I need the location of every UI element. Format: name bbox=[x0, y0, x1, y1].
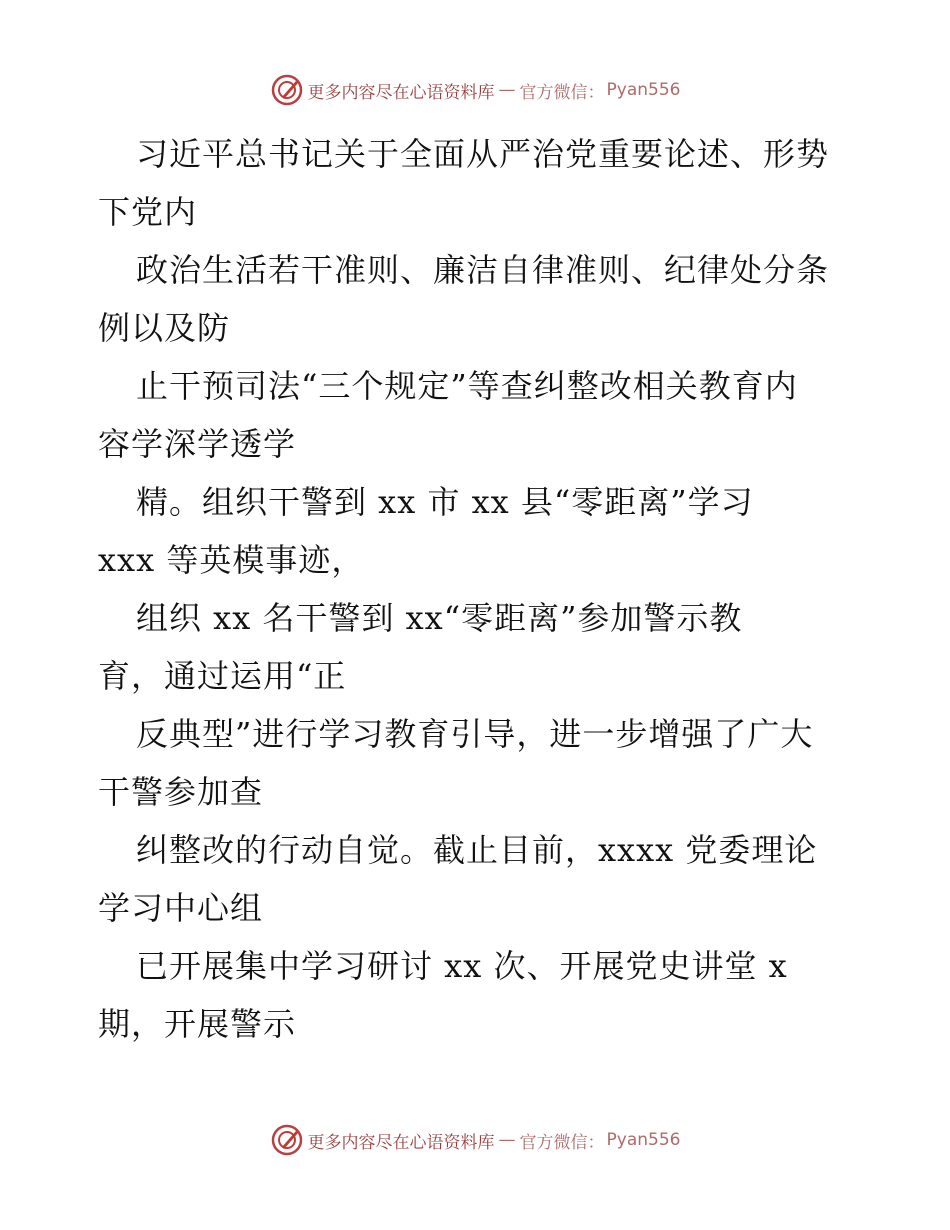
watermark-separator: — bbox=[498, 80, 516, 100]
text-line: 组织 xx 名干警到 xx“零距离”参加警示教 bbox=[136, 599, 743, 637]
document-body bbox=[98, 125, 858, 1053]
text-line: 政治生活若干准则、廉洁自律准则、纪律处分条 bbox=[136, 251, 830, 289]
text-line: 纠整改的行动自觉。截止目前，xxxx 党委理论 bbox=[136, 831, 818, 869]
text-line: 下党内 bbox=[98, 193, 198, 231]
watermark-separator: — bbox=[498, 1130, 516, 1150]
watermark-wechat-id: Pyan556 bbox=[606, 1130, 681, 1150]
header-watermark bbox=[0, 70, 950, 110]
text-line: 容学深学透学 bbox=[98, 425, 297, 463]
watermark-main-text: 更多内容尽在心语资料库 bbox=[307, 1132, 495, 1153]
text-line: 习近平总书记关于全面从严治党重要论述、形势 bbox=[136, 135, 830, 173]
watermark-wechat-label: 官方微信： bbox=[519, 82, 605, 103]
watermark-wechat-label: 官方微信： bbox=[519, 1132, 605, 1153]
pen-logo-icon bbox=[270, 73, 304, 107]
text-line: 干警参加查 bbox=[98, 773, 264, 811]
text-line: 学习中心组 bbox=[98, 889, 264, 927]
text-line: 期，开展警示 bbox=[98, 1005, 297, 1043]
text-line: 已开展集中学习研讨 xx 次、开展党史讲堂 x bbox=[136, 947, 788, 985]
text-line: 反典型”进行学习教育引导，进一步增强了广大 bbox=[136, 715, 814, 753]
text-line: 例以及防 bbox=[98, 309, 231, 347]
footer-watermark bbox=[0, 1120, 950, 1160]
text-line: 精。组织干警到 xx 市 xx 县“零距离”学习 bbox=[136, 483, 754, 521]
text-line: 止干预司法“三个规定”等查纠整改相关教育内 bbox=[136, 367, 798, 405]
watermark-main-text: 更多内容尽在心语资料库 bbox=[307, 82, 495, 103]
watermark-wechat-id: Pyan556 bbox=[606, 80, 681, 100]
pen-logo-icon bbox=[270, 1123, 304, 1157]
text-line: xxx 等英模事迹， bbox=[98, 541, 365, 579]
text-line: 育，通过运用“正 bbox=[98, 657, 347, 695]
